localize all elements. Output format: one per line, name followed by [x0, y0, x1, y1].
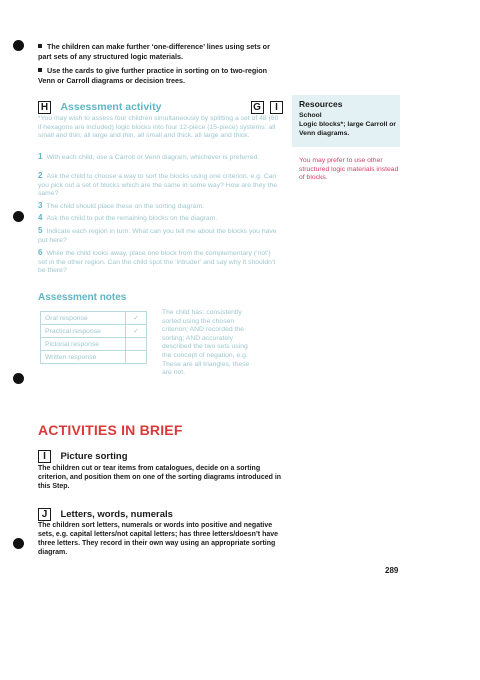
response-table [40, 311, 147, 364]
tick-cell: ✓ [126, 312, 147, 325]
bullet-item [38, 42, 283, 61]
tag-badge: G [251, 101, 264, 114]
step-number: 1 [38, 152, 43, 161]
assessment-step [38, 227, 281, 245]
step-text: Ask the child to choose a way to sort the blocks using one criterion, e.g. Can you pick out a set of blocks which are the same in some way? How are they the same? [38, 173, 278, 198]
step-text: While the child looks away, place one block from the complementary (‘not’) set in the other region. Can the child spot the ‘intruder’ and say why it shouldn’t be there? [38, 250, 276, 275]
bullet-item [38, 66, 283, 85]
assessment-title: Assessment activity [60, 101, 162, 113]
step-text: The child should place these on the sorting diagram. [46, 203, 205, 210]
table-row [41, 351, 147, 364]
assessment-intro: *You may wish to assess four children simultaneously by splitting a set of 48 (60 if hexagons are included) logic blocks into four 12-piece (15-piece) systems: all small and thin, all large and thin, all small and thick, all large and thick. [38, 115, 279, 140]
activity-title: Letters, words, numerals [60, 509, 173, 520]
resources-note: You may prefer to use other structured logic materials instead of blocks. [299, 157, 399, 181]
step-text: Ask the child to put the remaining blocks on the diagram. [46, 215, 218, 222]
table-cell: Oral response [41, 312, 126, 325]
resources-box [292, 95, 400, 147]
table-cell: Written response [41, 351, 126, 364]
step-number: 5 [38, 226, 43, 235]
resources-subtitle: School [299, 112, 322, 119]
step-text: Indicate each region in turn. What can you tell me about the blocks you have put here? [38, 228, 277, 244]
tick-cell [126, 338, 147, 351]
bullet-text: The children can make further ‘one-difference’ lines using sets or part sets of any structured logic materials. [38, 42, 270, 61]
activity-letter-badge: I [38, 450, 51, 463]
brief-title: ACTIVITIES IN BRIEF [38, 422, 183, 438]
table-row [41, 338, 147, 351]
assessment-step [38, 202, 281, 212]
activity-text: The children sort letters, numerals or words into positive and negative sets, e.g. capital letters/not capital letters; has three letters/doesn’t have three letters. They record in their own way using an appropriate sorting diagram. [38, 522, 279, 556]
resources-text: Logic blocks*; large Carroll or Venn diagrams. [299, 121, 397, 137]
table-cell: Practical response [41, 325, 126, 338]
step-number: 3 [38, 201, 43, 210]
assessment-step [38, 249, 281, 276]
activity-letter-badge: J [38, 508, 51, 521]
punch-hole [13, 373, 24, 384]
bullet-text: Use the cards to give further practice in sorting on to two-region Venn or Carroll diagrams or decision trees. [38, 66, 268, 85]
table-cell: Pictorial response [41, 338, 126, 351]
assessment-step [38, 214, 281, 224]
step-number: 6 [38, 248, 43, 257]
tick-cell [126, 351, 147, 364]
assessment-step [38, 172, 281, 199]
punch-hole [13, 40, 24, 51]
table-row [41, 312, 147, 325]
resources-title: Resources [299, 99, 343, 109]
punch-hole [13, 211, 24, 222]
bullet-square-icon [38, 44, 42, 48]
notes-criteria: The child has: consistently sorted using the chosen criterion; AND recorded the sorting; AND accurately described the two sets using the concept of negation, e.g. These are all triangles, these are not. [162, 309, 250, 377]
activity-heading [38, 504, 173, 522]
step-number: 2 [38, 171, 43, 180]
punch-hole [13, 538, 24, 549]
activity-title: Picture sorting [60, 451, 128, 462]
assessment-step [38, 153, 281, 163]
activity-text: The children cut or tear items from catalogues, decide on a sorting criterion, and position them on one of the sorting diagrams introduced in this Step. [38, 465, 282, 490]
step-number: 4 [38, 213, 43, 222]
activity-heading [38, 446, 128, 464]
notes-title: Assessment notes [38, 292, 127, 303]
tag-badge: I [270, 101, 283, 114]
tick-cell: ✓ [126, 325, 147, 338]
page-number: 289 [385, 566, 399, 575]
table-row [41, 325, 147, 338]
activity-letter-badge: H [38, 101, 51, 114]
assessment-header [38, 97, 283, 111]
bullet-square-icon [38, 68, 42, 72]
step-text: With each child, use a Carroll or Venn diagram, whichever is preferred. [46, 154, 260, 161]
